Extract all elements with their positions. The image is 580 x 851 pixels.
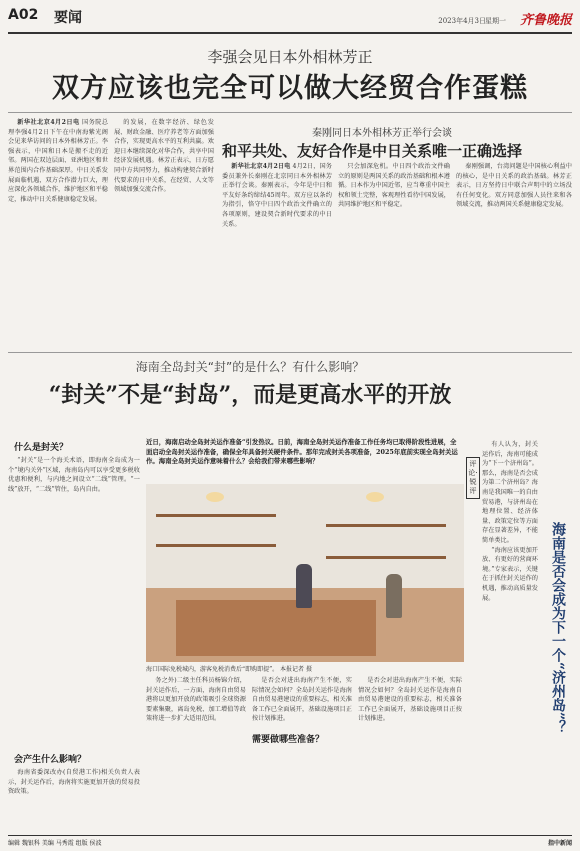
photo-lamp [206,492,224,502]
photo-lamp [366,492,384,502]
section-name: 要闻 [54,10,82,26]
photo-counter [176,600,376,656]
commentary-tag: 评论·锐评 [466,457,480,499]
editor-credits: 编辑 魏银科 美编 马秀霞 组版 侯波 [8,840,102,847]
photo-person [386,574,402,618]
masthead-logo: 齐鲁晚报 [519,13,572,28]
second-story-kicker: 海南全岛封关“封”的是什么？有什么影响？ [135,360,365,374]
page-header [8,4,572,34]
photo-shelf [156,544,276,547]
second-story-column-4 [358,676,462,832]
dateline: 新华社北京4月2日电 [17,119,80,126]
sub-story-headline: 和平共处、友好合作是中日关系唯一正确选择 [222,142,523,160]
photo-shelf [156,514,276,517]
second-story-column-1 [8,456,140,746]
issue-date: 2023年4月3日 [438,17,486,25]
body-text: 是否会对进出海南产生不便，实际情况会如何？全岛封关运作是海南自由贸易港建设的重要标志，相关准备工作已全面展开，基础设施项目正按计划推进。 [252,677,352,723]
body-text: 务之外)二级主任科员杨锦介绍，封关运作后，一方面，海南自由贸易港将以更加开放的政策吸引全球资源要素集聚，离岛免税、加工增值等政策将进一步扩大适用范围。 [146,677,246,723]
photo-person [296,564,312,608]
photo-caption: 海口国际免税城内，游客免税消费后“即购即提”。 本报记者 摄 [146,666,312,673]
second-story-column-1b [8,768,140,832]
top-story-column-2 [114,118,214,348]
question-heading: 会产生什么影响？ [14,755,87,765]
question-heading: 需要做哪些准备？ [252,735,325,745]
photo-shelf [326,524,446,527]
question-heading: 什么是封关？ [14,443,69,453]
dateline: 新华社北京4月2日电 [231,163,291,170]
issue-weekday: 星期一 [485,17,506,25]
body-text: 秦刚强调，台湾问题是中国核心利益中的核心，是中日关系的政治基础。林芳正表示，日方坚持日中联合声明中的立场没有任何变化。双方同意加强人员往来和各领域交流，推动两国关系健康稳定发展。 [456,163,572,209]
body-text: 海南省委深改办(自贸港工作)相关负责人表示，封关运作后，海南将实施更加开放的贸易投资政策。 [8,769,140,796]
divider [8,112,572,113]
body-text: 是否会对进出海南产生不便，实际情况会如何？全岛封关运作是海南自由贸易港建设的重要标志，相关准备工作已全面展开，基础设施项目正按计划推进。 [358,677,462,723]
body-text: 4月2日，国务委员兼外长秦刚在北京同日本外相林芳正举行会谈。秦刚表示，今年是中日和平友好条约缔结45周年。双方应以条约为指引，恪守中日四个政治文件确立的各项原则，建设契合新时代要求的中日关系。 [222,163,332,228]
news-photo [146,484,464,662]
page-footer [8,835,572,848]
sub-story-column-2 [338,162,450,350]
second-story-column-2 [146,676,246,832]
body-text: 国务院总理李强4月2日下午在中南海紫光阁会见来华访问的日本外相林芳正。李强表示，中国和日本是搬不走的近邻。两国在双边层面、亚洲地区和世界范围内合作基础深厚。中日关系发展面临机遇，双方合作潜力巨大，理应深化各领域合作，维护地区和平稳定，推动中日关系健康稳定发展。 [8,119,108,203]
sub-story-column-1 [222,162,332,350]
second-story-headline: “封关”不是“封岛”，而是更高水平的开放 [48,382,452,408]
sub-story-column-3 [456,162,572,350]
top-story-kicker: 李强会见日本外相林芳正 [207,48,373,66]
second-story-column-3 [252,676,352,730]
commentary-title: 海南是否会成为下一个“济州岛”？ [550,522,566,735]
page-number: A02 [8,7,39,23]
body-text: “海南应该更加开放、有更好的营商环境。”专家表示，关键在于抓住封关运作的机遇，推动高质量发展。 [482,546,538,602]
photo-credit: 指中新闻 [547,840,572,847]
body-text: 只会加深危机。中日四个政治文件确立的原则是两国关系的政治基础和根本遵循。日本作为中国近邻，应当尊重中国主权和领土完整，客观理性看待中国发展，共同维护地区和平稳定。 [338,163,450,209]
divider [8,352,572,353]
commentary-column [482,440,538,832]
top-story-column-1 [8,118,108,348]
body-text: 的发展，在数字经济、绿色发展、财政金融、医疗养老等方面加强合作，实现更高水平的互利共赢。欢迎日本继续深化对华合作，共享中国经济发展机遇。林芳正表示，日方愿同中方共同努力，推动构建契合新时代要求的日中关系，在经贸、人文等领域加强交流合作。 [114,119,214,194]
body-text: 有人认为，封关运作后，海南可能成为“下一个济州岛”。那么，海南是否会成为第二个济州岛？海南是我国唯一的自由贸易港，与济州岛在地理位置、经济体量、政策定位等方面存在显著差异，不能简单类比。 [482,441,538,544]
story-summary: 近日，海南启动全岛封关运作准备“引发热议。日前，海南全岛封关运作准备工作任务均已取得阶段性进展，全面启动全岛封关运作准备，确保全年具备封关硬件条件。那年完成封关各项准备，2025年底前实现全岛封关运作。海南全岛封关运作意味着什么？会给我们带来哪些影响？ [146,438,458,466]
body-text: “封关”是一个海关术语，即海南全岛成为一个“境内关外”区域，海南岛内可以享受更多税收优惠和便利，与内地之间设立“二线”管理。“一线”放开，“二线”管住，岛内自由。 [8,457,140,493]
top-story-headline: 双方应该也完全可以做大经贸合作蛋糕 [52,73,528,104]
sub-story-kicker: 秦刚同日本外相林芳正举行会谈 [312,128,452,139]
photo-shelf [326,556,446,559]
